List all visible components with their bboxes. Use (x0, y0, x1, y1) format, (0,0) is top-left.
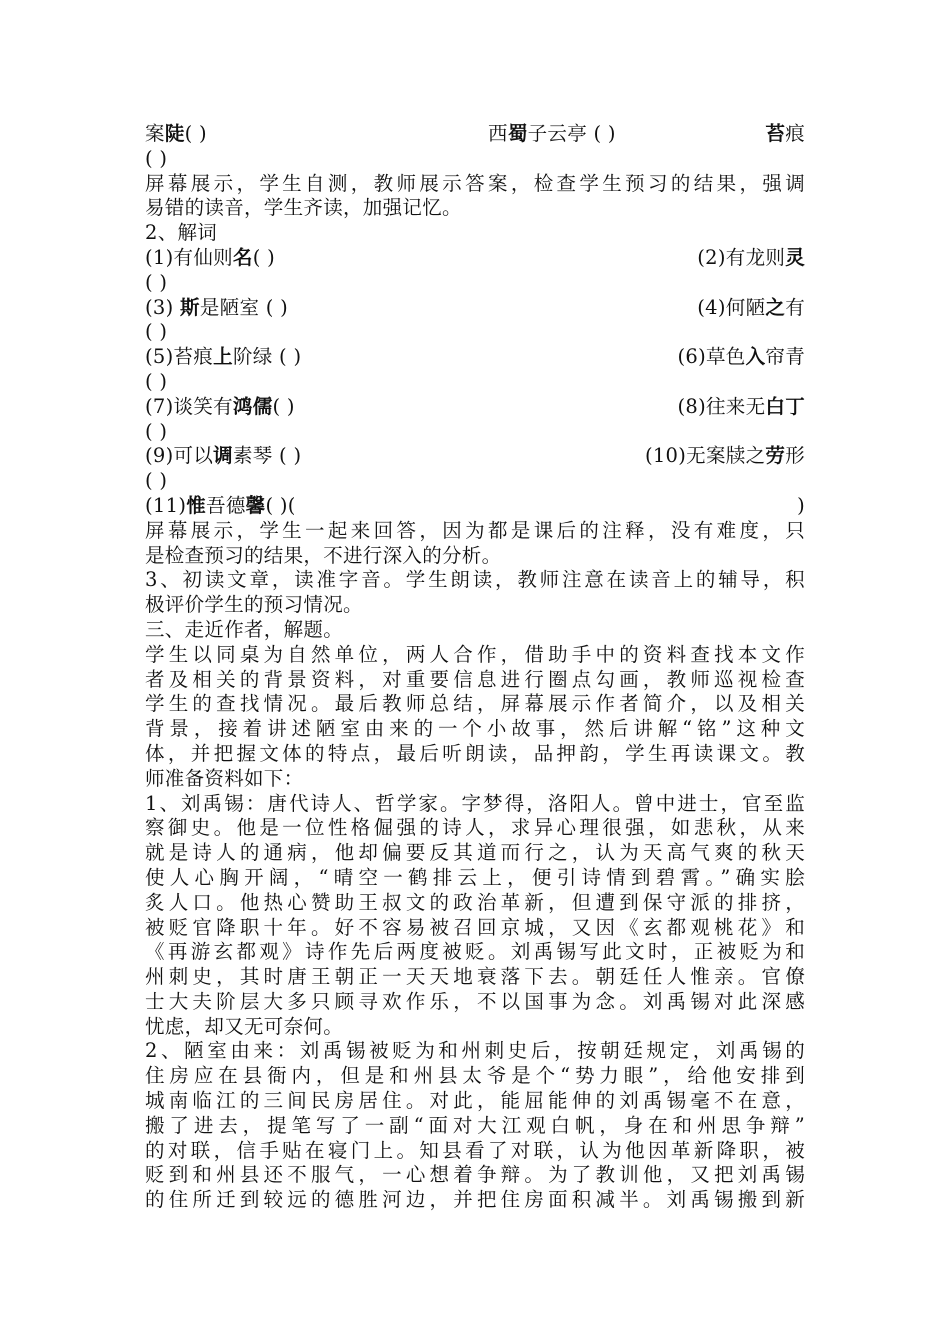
vocab-row: ( ) (145, 270, 168, 294)
paragraph-line: 就是诗人的通病，他却偏要反其道而行之，认为天高气爽的秋天 (145, 841, 805, 865)
section-heading: 2、解词 (145, 221, 218, 245)
vocab-row: (9)可以调素琴 ( ) (10)无案牍之劳形 (145, 444, 805, 468)
paragraph-line: 学生以同桌为自然单位，两人合作，借助手中的资料查找本文作 (145, 642, 805, 666)
paragraph-line: 学生的查找情况。最后教师总结，屏幕展示作者简介，以及相关 (145, 692, 805, 716)
paragraph-line: 搬了进去，提笔写了一副“面对大江观白帆，身在和州思争辩” (145, 1113, 805, 1137)
paragraph-line: 被贬官降职十年。好不容易被召回京城，又因《玄都观桃花》和 (145, 915, 805, 939)
paragraph-line: 的住所迁到较远的德胜河边，并把住房面积减半。刘禹锡搬到新 (145, 1188, 805, 1212)
section-heading: 三、走近作者，解题。 (145, 617, 344, 641)
paragraph-line: 屏幕展示，学生一起来回答，因为都是课后的注释，没有难度，只 (145, 518, 805, 542)
vocab-row: (5)苔痕上阶绿 ( ) (6)草色入帘青 (145, 345, 805, 369)
paragraph-line: 是检查预习的结果，不进行深入的分析。 (145, 543, 502, 567)
vocab-row: (1)有仙则名( ) (2)有龙则灵 (145, 245, 805, 269)
paragraph-line: 3、初读文章，读准字音。学生朗读，教师注意在读音上的辅导，积 (145, 568, 805, 592)
paragraph-line: 炙人口。他热心赞助王叔文的政治革新，但遭到保守派的排挤， (145, 890, 805, 914)
paragraph-line: 1、刘禹锡：唐代诗人、哲学家。字梦得，洛阳人。曾中进士，官至监 (145, 791, 805, 815)
paragraph-line: 屏幕展示，学生自测，教师展示答案，检查学生预习的结果，强调 (145, 171, 805, 195)
paragraph-line: 住房应在县衙内，但是和州县太爷是个“势力眼”，给他安排到 (145, 1064, 805, 1088)
paragraph-line: 州刺史，其时唐王朝正一天天地衰落下去。朝廷任人惟亲。官僚 (145, 965, 805, 989)
paragraph-line: 士大夫阶层大多只顾寻欢作乐，不以国事为念。刘禹锡对此深感 (145, 989, 805, 1013)
vocab-row: ( ) (145, 419, 168, 443)
paragraph-line: 者及相关的背景资料，对重要信息进行圈点勾画，教师巡视检查 (145, 667, 805, 691)
pinyin-row-2: ( ) (145, 146, 168, 170)
paragraph-line: 背景，接着讲述陋室由来的一个小故事，然后讲解“铭”这种文 (145, 717, 805, 741)
vocab-row: ( ) (145, 469, 168, 493)
paragraph-line: 察御史。他是一位性格倔强的诗人，求异心理很强，如悲秋，从来 (145, 816, 805, 840)
paragraph-line: 师准备资料如下： (145, 766, 304, 790)
vocab-row: (7)谈笑有鸿儒( ) (8)往来无白丁 (145, 394, 805, 418)
document-page (145, 122, 805, 1213)
vocab-row: (3) 斯是陋室 ( ) (4)何陋之有 (145, 295, 805, 319)
paragraph-line: 极评价学生的预习情况。 (145, 593, 363, 617)
vocab-row: (11)惟吾德馨( )( ) (145, 493, 805, 517)
paragraph-line: 贬到和州县还不服气，一心想着争辩。为了教训他，又把刘禹锡 (145, 1163, 805, 1187)
vocab-row: ( ) (145, 369, 168, 393)
vocab-row: ( ) (145, 320, 168, 344)
paragraph-line: 忧虑，却又无可奈何。 (145, 1014, 344, 1038)
paragraph-line: 使人心胸开阔，“晴空一鹤排云上，便引诗情到碧霄。”确实脍 (145, 865, 805, 889)
paragraph-line: 体，并把握文体的特点，最后听朗读，品押韵，学生再读课文。教 (145, 741, 805, 765)
paragraph-line: 2、陋室由来：刘禹锡被贬为和州刺史后，按朝廷规定，刘禹锡的 (145, 1039, 805, 1063)
paragraph-line: 城南临江的三间民房居住。对此，能屈能伸的刘禹锡毫不在意， (145, 1089, 805, 1113)
paragraph-line: 《再游玄都观》诗作先后两度被贬。刘禹锡写此文时，正被贬为和 (145, 940, 805, 964)
paragraph-line: 的对联，信手贴在寝门上。知县看了对联，认为他因革新降职，被 (145, 1138, 805, 1162)
paragraph-line: 易错的读音，学生齐读，加强记忆。 (145, 196, 462, 220)
pinyin-row-1: 案陡( ) 西蜀子云亭 ( ) 苔痕 (145, 122, 805, 145)
